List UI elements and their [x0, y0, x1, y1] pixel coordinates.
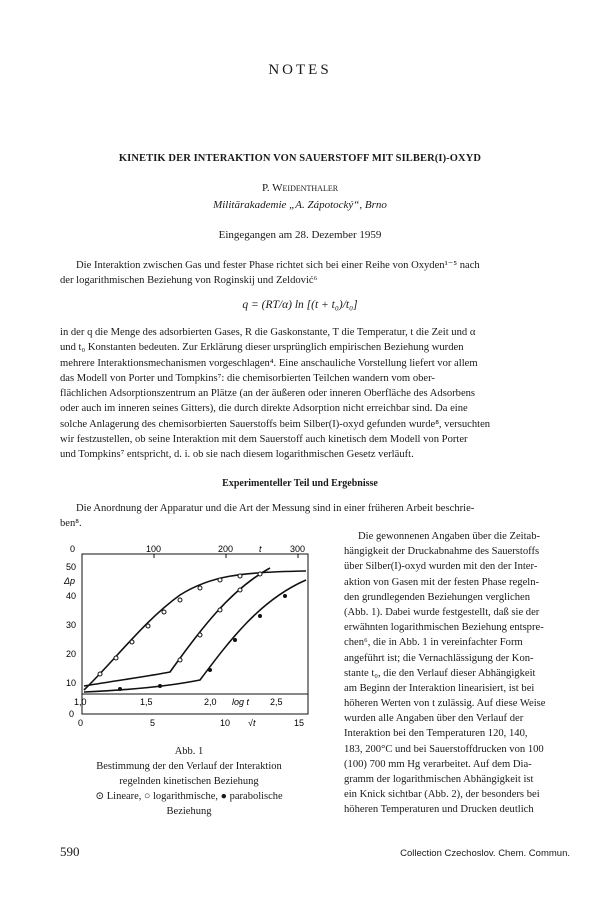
top-axis-label: t — [259, 544, 262, 554]
text-line: Die Anordnung der Apparatur und die Art der Messung sind in einer früheren Arbeit beschrie- — [76, 503, 475, 514]
y-axis-label: Δp — [64, 576, 76, 586]
received-date: Eingegangen am 28. Dezember 1959 — [218, 229, 382, 241]
affiliation: Militärakademie „A. Zápotocký“, Brno — [213, 199, 387, 211]
text-line: gramm der logarithmischen Abhängigkeit ist — [344, 774, 534, 785]
text-line: in der q die Menge des adsorbierten Gases, R die Gaskonstante, T die Temperatur, t die Zeit und α — [60, 327, 476, 338]
bottom-tick: 5 — [150, 718, 156, 728]
text-line: über Silber(I)-oxyd wurden mit den der Inter- — [344, 561, 538, 573]
text-line: wurden alle Angaben über den Verlauf der — [344, 713, 524, 725]
text-line: und Tompkins⁷ entspricht, d. i. ob sie nach diesem logarithmischen Gesetz verläuft. — [60, 449, 414, 461]
text-line: Die Interaktion zwischen Gas und fester Phase richtet sich bei einer Reihe von Oxyden¹⁻⁵ nach — [76, 260, 480, 271]
y-tick: 20 — [66, 649, 77, 659]
top-tick: 100 — [146, 544, 162, 554]
caption-line: Beziehung — [166, 806, 212, 817]
journal-name: Collection Czechoslov. Chem. Commun. — [400, 848, 570, 859]
figure-1-plot — [60, 540, 318, 740]
text-line: Interaktion bei den Temperaturen 120, 140, — [344, 728, 528, 740]
text-line: (100) 700 mm Hg verarbeitet. Auf dem Dia- — [344, 758, 532, 770]
y-tick: 0 — [69, 709, 75, 719]
figure-caption — [60, 744, 318, 819]
text-line: mehrere Interaktionsmechanismen vorgeschlagen⁴. Eine anschauliche Vorstellung liefert vor allem — [60, 357, 478, 369]
curve-parabolic — [84, 580, 306, 692]
text-line: der logarithmischen Beziehung von Roginskij und Zeldović⁶ — [60, 275, 318, 287]
text-line: das Modell von Porter und Tompkins⁷: die chemisorbierten Teilchen wandern vom ober- — [60, 372, 435, 384]
y-tick: 30 — [66, 620, 77, 630]
text-line: hängigkeit der Druckabnahme des Sauerstoffs — [344, 546, 540, 558]
page-number: 590 — [60, 844, 80, 859]
inner-tick: 2,0 — [204, 697, 217, 707]
text-line: 183, 200°C und bei Sauerstoffdrucken von 100 — [344, 743, 544, 755]
bottom-axis-label: √t — [248, 718, 256, 728]
inner-tick: 2,5 — [270, 697, 283, 707]
text-line: am Beginn der Interaktion linearisiert, ist bei — [344, 682, 535, 694]
text-line: Die gewonnenen Angaben über die Zeitab- — [358, 531, 541, 542]
top-tick: 0 — [70, 544, 76, 554]
article-title: KINETIK DER INTERAKTION VON SAUERSTOFF MIT SILBER(I)-OXYD — [118, 153, 482, 164]
text-line: aktion von Gasen mit der festen Phase regeln- — [344, 576, 540, 588]
text-line: erwähnten logarithmischen Beziehung entspre- — [344, 622, 544, 634]
caption-line: ⊙ Lineare, ○ logarithmische, ● parabolische — [95, 791, 283, 802]
text-line: und t₀ Konstanten bedeuten. Zur Erklärung dieser ursprünglich empirischen Beziehung wurden — [60, 342, 464, 354]
text-line: stante t₀, die den Verlauf dieser Abhängigkeit — [344, 667, 536, 679]
section-header: NOTES — [268, 62, 332, 78]
caption-line: regelnden kinetischen Beziehung — [119, 776, 259, 787]
inner-axis-label: log t — [232, 697, 250, 707]
text-line: wir festzustellen, ob seine Interaktion mit dem Sauerstoff auch kinetisch dem Modell von Porter — [60, 434, 468, 446]
text-line: ben⁸. — [60, 518, 82, 530]
body-paragraph — [60, 325, 548, 463]
caption-line: Bestimmung der den Verlauf der Interaktion — [96, 761, 282, 772]
bottom-tick: 15 — [294, 718, 305, 728]
text-line: ein Knick sichtbar (Abb. 2), der besonders bei — [344, 789, 540, 801]
apparatus-paragraph — [60, 501, 548, 532]
text-line: (Abb. 1). Dabei wurde festgestellt, daß sie der — [344, 606, 540, 618]
y-tick: 10 — [66, 678, 77, 688]
text-line: höheren Werten von t zulässig. Auf diese Weise — [344, 698, 546, 710]
bottom-tick: 10 — [220, 718, 231, 728]
bottom-tick: 0 — [78, 718, 84, 728]
section-heading: Experimenteller Teil und Ergebnisse — [222, 478, 378, 489]
text-line: solche Anlagerung des chemisorbierten Sauerstoffs beim Silber(I)-oxyd gefunden wurde⁸, versuchten — [60, 418, 491, 430]
figure-1 — [60, 540, 318, 740]
caption-line: Abb. 1 — [174, 746, 204, 757]
y-tick: 40 — [66, 591, 77, 601]
author: P. Weidenthaler — [261, 182, 339, 194]
curve-linear — [84, 571, 306, 690]
text-line: höheren Temperaturen und Drucken deutlich — [344, 804, 534, 816]
text-line: chen⁶, die in Abb. 1 in vereinfachter Form — [344, 637, 523, 649]
intro-paragraph — [60, 258, 548, 289]
y-tick: 50 — [66, 562, 77, 572]
inner-tick: 1,0 — [74, 697, 87, 707]
text-line: oder auch im inneren seines Gitters), die durch direkte Adsorption nicht erreichbar sind. Da eine — [60, 403, 468, 415]
top-tick: 200 — [218, 544, 234, 554]
inner-tick: 1,5 — [140, 697, 153, 707]
text-line: angeführt ist; die Vernachlässigung der Kon- — [344, 652, 534, 664]
right-column-paragraph — [344, 529, 570, 818]
top-tick: 300 — [290, 544, 306, 554]
equation: q = (RT/α) ln [(t + t₀)/t₀] — [242, 299, 358, 311]
text-line: den grundlegenden Beziehungen verglichen — [344, 591, 531, 603]
text-line: flächlichen Adsorptionszentrum an Plätze (an der äußeren oder inneren Oberfläche des Adsorbens — [60, 388, 476, 400]
